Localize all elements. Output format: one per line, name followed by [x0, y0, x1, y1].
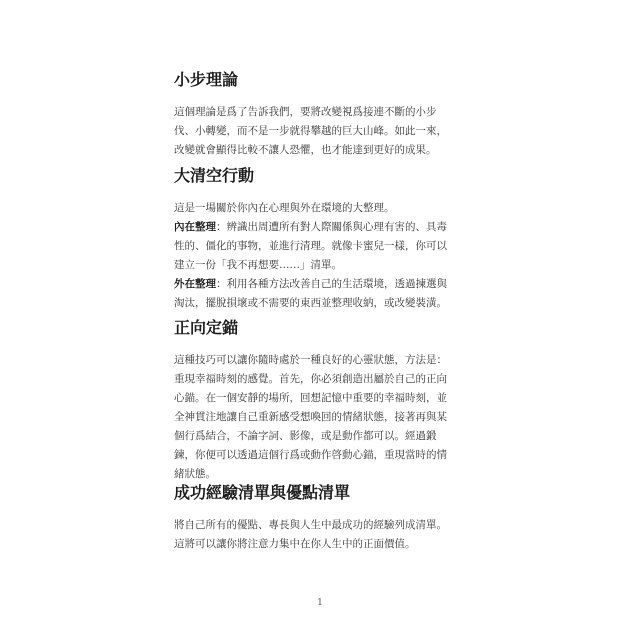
- paragraph-line: 全神貫注地讓自己重新感受想喚回的情緒狀態，接著再與某: [174, 411, 447, 423]
- bold-label-inner: 內在整理: [174, 221, 216, 233]
- paragraph-line: 建立一份「我不再想要……」清單。: [174, 259, 342, 271]
- section-positive-anchoring: [174, 318, 474, 484]
- paragraph-line: 心錨。在一個安靜的場所，回想記憶中重要的幸福時刻，並: [174, 392, 447, 404]
- paragraph-line: 這將可以讓你將注意力集中在你人生中的正面價值。: [174, 538, 416, 550]
- paragraph-line-outer: [174, 275, 474, 294]
- paragraph-line: 淘汰，擺脫損壞或不需要的東西並整理收納，或改變裝潢。: [174, 297, 447, 309]
- paragraph-line-rest: ：辨識出周遭所有對人際關係與心理有害的、具毒: [216, 221, 447, 233]
- paragraph-line: 這種技巧可以讓你隨時處於一種良好的心靈狀態，方法是：: [174, 354, 447, 366]
- section-heading: 正向定錨: [174, 318, 239, 337]
- paragraph-line: 重現幸福時刻的感覺。首先，你必須創造出屬於自己的正向: [174, 373, 447, 385]
- section-heading: 大清空行動: [174, 166, 255, 185]
- section-heading: 成功經驗清單與優點清單: [174, 483, 351, 502]
- paragraph-line: 個行爲結合，不論字詞、影像，或是動作都可以。經過鍛: [174, 430, 437, 442]
- paragraph-line-rest: ：利用各種方法改善自己的生活環境，透過揀選與: [216, 278, 447, 290]
- paragraph-line: 緒狀態。: [174, 468, 216, 480]
- section-big-clearout: [174, 166, 474, 313]
- section-heading: 小步理論: [174, 70, 239, 89]
- page-number: 1: [317, 598, 323, 608]
- paragraph-line: 將自己所有的優點、專長與人生中最成功的經驗列成清單。: [174, 519, 447, 531]
- paragraph-line: 性的、僵化的事物，並進行清理。就像卡蜜兒一樣，你可以: [174, 240, 447, 252]
- section-small-steps: [174, 70, 474, 160]
- paragraph-line-inner: [174, 218, 474, 237]
- bold-label-outer: 外在整理: [174, 278, 216, 290]
- section-success-lists: [174, 483, 474, 554]
- paragraph-line: 改變就會顯得比較不讓人恐懼，也才能達到更好的成果。: [174, 144, 437, 156]
- paragraph-line: 鍊，你便可以透過這個行爲或動作啓動心錨，重現當時的情: [174, 449, 447, 461]
- paragraph-line: 這個理論是爲了告訴我們，要將改變視爲接連不斷的小步: [174, 106, 437, 118]
- paragraph-line: 伐、小轉變，而不是一步就得攀越的巨大山峰。如此一來，: [174, 125, 447, 137]
- paragraph-line: 這是一場關於你內在心理與外在環境的大整理。: [174, 202, 395, 214]
